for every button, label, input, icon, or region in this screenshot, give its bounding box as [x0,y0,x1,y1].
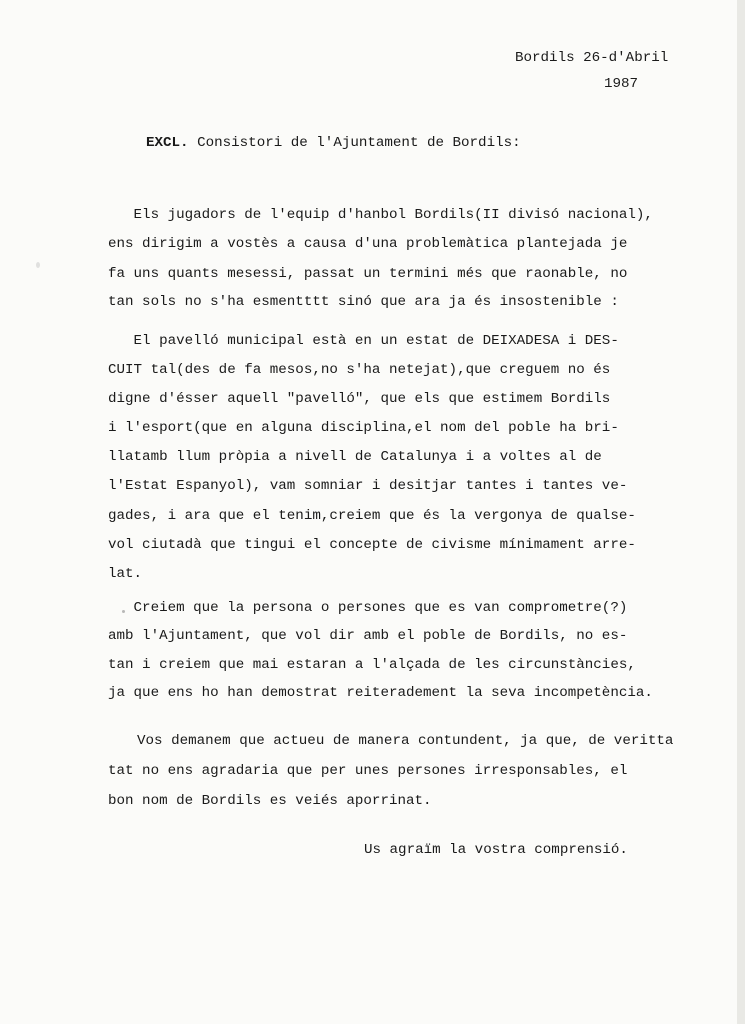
scan-speck [122,610,125,613]
body-line: digne d'ésser aquell "pavelló", que els que estimem Bordils [108,391,611,407]
body-line: CUIT tal(des de fa mesos,no s'ha netejat),que creguem no és [108,362,611,378]
body-line: amb l'Ajuntament, que vol dir amb el poble de Bordils, no es- [108,628,628,644]
body-line: Creiem que la persona o persones que es van comprometre(?) [108,600,628,616]
closing-line: Us agraïm la vostra comprensió. [364,842,628,858]
salutation-prefix: EXCL. [146,135,189,151]
body-line: bon nom de Bordils es veiés aporrinat. [108,793,432,809]
body-line: ja que ens ho han demostrat reiteradement la seva incompetència. [108,685,653,701]
date-year: 1987 [604,76,639,92]
date-line: Bordils 26-d'Abril [515,50,669,66]
body-line: vol ciutadà que tingui el concepte de civisme mínimament arre- [108,537,636,553]
body-line: Els jugadors de l'equip d'hanbol Bordils(II divisó nacional), [108,207,653,223]
body-line: lat. [108,566,143,582]
salutation [146,135,521,151]
body-line: tan i creiem que mai estaran a l'alçada de les circunstàncies, [108,657,636,673]
scan-edge [737,0,745,1024]
body-line: El pavelló municipal està en un estat de DEIXADESA i DES- [108,333,619,349]
body-line: Vos demanem que actueu de manera contundent, ja que, de veritta [120,733,674,749]
body-line: gades, i ara que el tenim,creiem que és la vergonya de qualse- [108,508,636,524]
body-line: l'Estat Espanyol), vam somniar i desitjar tantes i tantes ve- [108,478,628,494]
scan-speck [36,262,40,268]
body-line: fa uns quants mesessi, passat un termini més que raonable, no [108,266,628,282]
body-line: tan sols no s'ha esmentttt sinó que ara ja és insostenible : [108,294,619,310]
body-line: ens dirigim a vostès a causa d'una problemàtica plantejada je [108,236,628,252]
body-line: llatamb llum pròpia a nivell de Catalunya i a voltes al de [108,449,602,465]
salutation-text: Consistori de l'Ajuntament de Bordils: [188,135,521,151]
body-line: i l'esport(que en alguna disciplina,el nom del poble ha bri- [108,420,619,436]
body-line: tat no ens agradaria que per unes persones irresponsables, el [108,763,628,779]
